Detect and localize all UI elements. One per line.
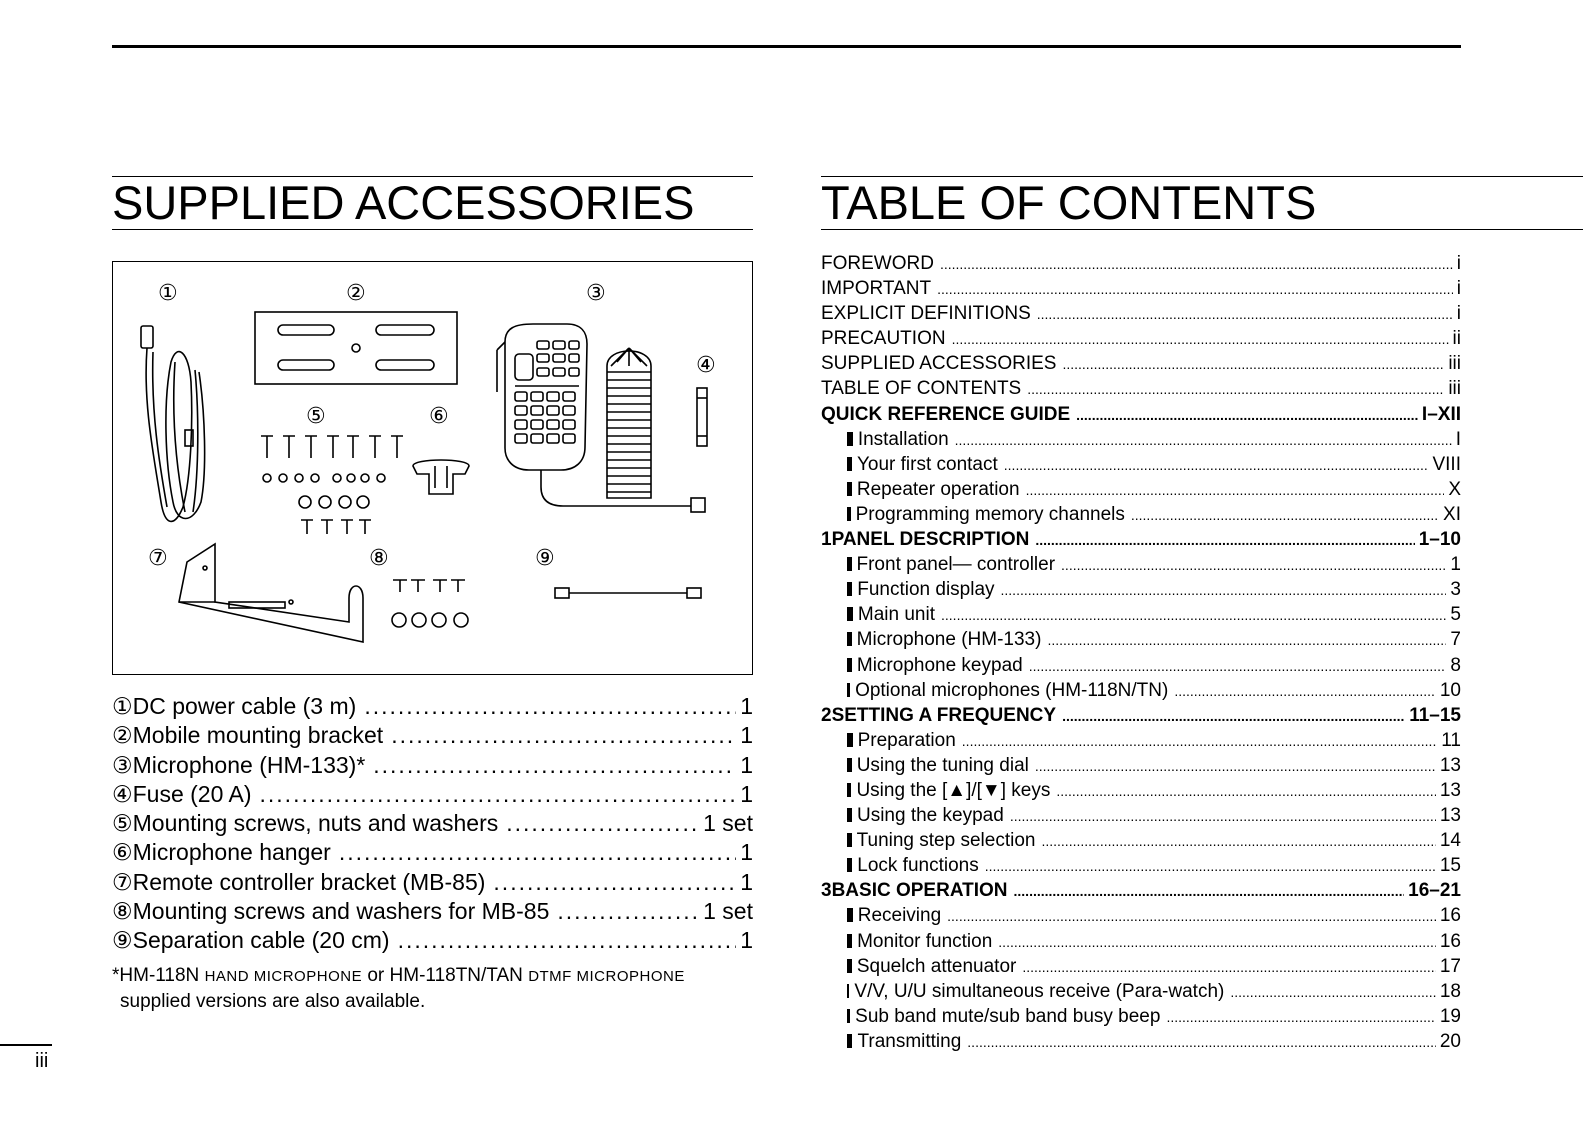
toc-entry [821, 830, 1461, 855]
toc-page-number: 8 [1450, 654, 1461, 676]
microphone-hanger-drawing [413, 460, 469, 494]
toc-leader-dots [1022, 959, 1436, 975]
toc-page-number: 16 [1439, 930, 1461, 952]
list-item: ② Mobile mounting bracket ..... 1 [112, 722, 753, 751]
toc-entry [821, 755, 1461, 780]
bullet-square-icon [847, 1009, 850, 1023]
toc-entry-label: Using the tuning dial [856, 754, 1029, 776]
toc-entry-label: Using the [▲]/[▼] keys [856, 779, 1051, 801]
microphone-note: *HM-118N HAND MICROPHONE or HM-118TN/TAN DTMF MICROPHONE supplied versions are also available. [112, 965, 685, 1012]
toc-page-number: 11 [1441, 729, 1461, 751]
toc-leader-dots [1029, 658, 1447, 674]
toc-entry-label: EXPLICIT DEFINITIONS [821, 303, 1031, 325]
toc-page-number: 10 [1439, 679, 1461, 701]
toc-leader-dots [1010, 808, 1436, 824]
toc-entry [821, 404, 1461, 429]
fuse-drawing [697, 388, 707, 446]
toc-entry-label: SETTING A FREQUENCY [831, 704, 1057, 726]
figure-label-6: ⑥ [429, 404, 449, 429]
remote-controller-bracket-drawing [179, 544, 363, 642]
toc-page-number: XI [1443, 503, 1461, 525]
table-of-contents-title: TABLE OF CONTENTS [821, 176, 1583, 230]
toc-leader-dots [1004, 457, 1429, 473]
bullet-square-icon [847, 683, 850, 697]
bullet-square-icon [847, 783, 851, 797]
figure-label-5: ⑤ [306, 404, 326, 429]
toc-page-number: 15 [1439, 855, 1461, 877]
toc-leader-dots [1174, 683, 1436, 699]
list-item: ⑥ Microphone hanger ..... 1 [112, 839, 753, 868]
toc-entry [821, 253, 1461, 278]
accessories-figure [112, 261, 753, 675]
toc-entry-label: Optional microphones (HM-118N/TN) [855, 679, 1169, 701]
toc-page-number: 17 [1439, 955, 1461, 977]
toc-leader-dots [1166, 1009, 1435, 1025]
list-item: ⑦ Remote controller bracket (MB-85) ..... 1 [112, 869, 753, 898]
toc-entry-label: Transmitting [857, 1030, 962, 1052]
toc-leader-dots [985, 858, 1436, 874]
toc-entry [821, 1031, 1461, 1056]
toc-entry [821, 328, 1461, 353]
bullet-square-icon [847, 984, 849, 998]
list-item: ③ Microphone (HM-133)* ..... 1 [112, 752, 753, 781]
toc-leader-dots [1062, 708, 1405, 724]
toc-entry-label: Lock functions [857, 855, 979, 877]
toc-entry-label: Preparation [857, 729, 956, 751]
toc-leader-dots [1037, 306, 1453, 322]
bullet-square-icon [847, 934, 852, 948]
page-number-rule [0, 1044, 52, 1046]
toc-entry [821, 278, 1461, 303]
toc-leader-dots [962, 733, 1437, 749]
toc-page-number: 14 [1439, 830, 1461, 852]
figure-label-2: ② [346, 281, 366, 306]
toc-chapter-number: 2 [821, 704, 832, 726]
toc-chapter-number: 3 [821, 880, 832, 902]
toc-entry-label: Receiving [857, 905, 942, 927]
toc-page-number: i [1456, 278, 1461, 300]
toc-entry [821, 931, 1461, 956]
figure-label-7: ⑦ [148, 546, 168, 571]
toc-page-number: i [1456, 253, 1461, 274]
toc-entry [821, 1006, 1461, 1031]
bullet-square-icon [847, 457, 852, 471]
toc-page-number: I [1455, 428, 1461, 450]
toc-entry [821, 805, 1461, 830]
toc-entry-label: Installation [857, 428, 949, 450]
bullet-square-icon [847, 758, 852, 772]
toc-page-number: ii [1452, 328, 1461, 350]
toc-page-number: 16–21 [1408, 880, 1461, 902]
list-item: ⑧ Mounting screws and washers for MB-85 ..... 1 set [112, 898, 753, 927]
bullet-square-icon [847, 833, 852, 847]
toc-page-number: I–XII [1421, 403, 1461, 425]
separation-cable-drawing [555, 588, 701, 598]
toc-leader-dots [947, 908, 1436, 924]
toc-entry-label: Squelch attenuator [856, 955, 1017, 977]
toc-entry [821, 780, 1461, 805]
toc-entry-label: V/V, U/U simultaneous receive (Para-watch) [854, 980, 1225, 1002]
toc-entry-label: IMPORTANT [821, 278, 932, 300]
bullet-square-icon [847, 959, 852, 973]
toc-entry-label: Microphone keypad [856, 654, 1023, 676]
toc-entry [821, 604, 1461, 629]
toc-entry [821, 579, 1461, 604]
toc-page-number: 1–10 [1418, 529, 1461, 551]
bullet-square-icon [847, 632, 852, 646]
toc-page-number: 19 [1439, 1005, 1461, 1027]
toc-page-number: VIII [1432, 453, 1461, 475]
toc-page-number: 20 [1439, 1030, 1461, 1052]
toc-entry [821, 504, 1461, 529]
toc-page-number: 5 [1450, 604, 1461, 626]
toc-entry [821, 554, 1461, 579]
toc-entry-label: Monitor function [857, 930, 993, 952]
toc-entry [821, 705, 1461, 730]
bullet-square-icon [847, 908, 853, 922]
bullet-square-icon [847, 507, 851, 521]
list-item: ⑨ Separation cable (20 cm) ..... 1 [112, 927, 753, 956]
toc-entry-label: QUICK REFERENCE GUIDE [821, 403, 1071, 425]
toc-entry [821, 303, 1461, 328]
toc-page-number: 7 [1450, 629, 1461, 651]
bullet-square-icon [847, 808, 852, 822]
bullet-square-icon [847, 482, 852, 496]
list-item: ① DC power cable (3 m) ..... 1 [112, 693, 753, 722]
toc-entry [821, 855, 1461, 880]
toc-entry-label: TABLE OF CONTENTS [821, 378, 1022, 400]
toc-page-number: 18 [1439, 980, 1461, 1002]
toc-leader-dots [1062, 356, 1444, 372]
dc-power-cable-drawing [141, 326, 205, 521]
toc-leader-dots [1035, 532, 1414, 548]
toc-entry [821, 680, 1461, 705]
accessory-list [112, 693, 753, 956]
toc-page-number: 13 [1439, 754, 1461, 776]
toc-leader-dots [1047, 632, 1446, 648]
toc-entry-label: Main unit [857, 604, 936, 626]
toc-leader-dots [998, 934, 1436, 950]
toc-leader-dots [1026, 482, 1445, 498]
supplied-accessories-title: SUPPLIED ACCESSORIES [112, 176, 753, 230]
toc-leader-dots [952, 331, 1449, 347]
mobile-mounting-bracket-drawing [255, 312, 457, 384]
toc-entry [821, 956, 1461, 981]
toc-entry-label: Function display [857, 579, 995, 601]
accessories-illustration [113, 262, 752, 674]
toc-entry [821, 353, 1461, 378]
toc-page-number: 11–15 [1409, 704, 1461, 726]
toc-entry [821, 981, 1461, 1006]
toc-entry [821, 880, 1461, 905]
toc-leader-dots [940, 256, 1453, 272]
bullet-square-icon [847, 1034, 852, 1048]
toc-leader-dots [1035, 758, 1436, 774]
toc-leader-dots [1131, 507, 1439, 523]
toc-leader-dots [941, 607, 1446, 623]
toc-entry-label: Microphone (HM-133) [856, 629, 1042, 651]
bullet-square-icon [847, 557, 852, 571]
mb85-screws-drawing [392, 580, 468, 627]
toc-entry-label: Sub band mute/sub band busy beep [855, 1005, 1161, 1027]
toc-page-number: 13 [1439, 805, 1461, 827]
figure-label-3: ③ [586, 281, 606, 306]
toc-entry [821, 629, 1461, 654]
toc-entry-label: PANEL DESCRIPTION [831, 529, 1030, 551]
microphone-drawing [497, 324, 705, 512]
toc-list [821, 253, 1461, 1056]
toc-entry-label: Tuning step selection [856, 830, 1036, 852]
toc-leader-dots [955, 432, 1452, 448]
toc-entry [821, 529, 1461, 554]
toc-entry-label: Repeater operation [856, 478, 1020, 500]
toc-entry [821, 454, 1461, 479]
toc-entry [821, 730, 1461, 755]
toc-leader-dots [1061, 557, 1446, 573]
toc-page-number: 16 [1439, 905, 1461, 927]
list-item: ④ Fuse (20 A) ..... 1 [112, 781, 753, 810]
toc-page-number: iii [1448, 378, 1461, 400]
toc-leader-dots [1014, 883, 1405, 899]
mounting-screws-drawing [261, 436, 403, 534]
figure-label-4: ④ [696, 353, 716, 378]
toc-entry-label: Using the keypad [856, 805, 1004, 827]
supplied-accessories-section [112, 176, 753, 1012]
toc-page-number: 1 [1450, 554, 1461, 576]
bullet-square-icon [847, 432, 853, 446]
toc-entry-label: SUPPLIED ACCESSORIES [821, 353, 1057, 375]
toc-entry [821, 479, 1461, 504]
toc-leader-dots [1001, 582, 1447, 598]
toc-leader-dots [967, 1034, 1436, 1050]
table-of-contents-section [821, 176, 1583, 1052]
bullet-square-icon [847, 582, 852, 596]
toc-page-number: iii [1448, 353, 1461, 375]
toc-page-number: i [1456, 303, 1461, 325]
toc-entry-label: PRECAUTION [821, 328, 946, 350]
toc-leader-dots [937, 281, 1453, 297]
toc-chapter-number: 1 [821, 529, 832, 551]
toc-leader-dots [1027, 381, 1444, 397]
toc-leader-dots [1230, 984, 1436, 1000]
toc-entry-label: Your first contact [856, 453, 998, 475]
toc-leader-dots [1076, 407, 1418, 423]
figure-label-8: ⑧ [369, 546, 389, 571]
toc-entry-label: Front panel— controller [856, 554, 1056, 576]
toc-entry [821, 378, 1461, 403]
toc-entry-label: FOREWORD [821, 253, 934, 274]
top-rule [112, 45, 1461, 48]
bullet-square-icon [847, 858, 852, 872]
toc-entry [821, 655, 1461, 680]
figure-label-9: ⑨ [535, 546, 555, 571]
bullet-square-icon [847, 658, 852, 672]
toc-entry-label: Programming memory channels [855, 503, 1125, 525]
toc-entry-label: BASIC OPERATION [831, 880, 1008, 902]
toc-entry [821, 429, 1461, 454]
toc-page-number: X [1448, 478, 1461, 500]
toc-leader-dots [1056, 783, 1436, 799]
toc-leader-dots [1041, 833, 1435, 849]
bullet-square-icon [847, 607, 853, 621]
toc-page-number: 13 [1439, 779, 1461, 801]
figure-label-1: ① [158, 281, 178, 306]
toc-page-number: 3 [1450, 579, 1461, 601]
page-number: iii [35, 1050, 49, 1072]
toc-entry [821, 905, 1461, 930]
list-item: ⑤ Mounting screws, nuts and washers ..... 1 set [112, 810, 753, 839]
bullet-square-icon [847, 733, 853, 747]
